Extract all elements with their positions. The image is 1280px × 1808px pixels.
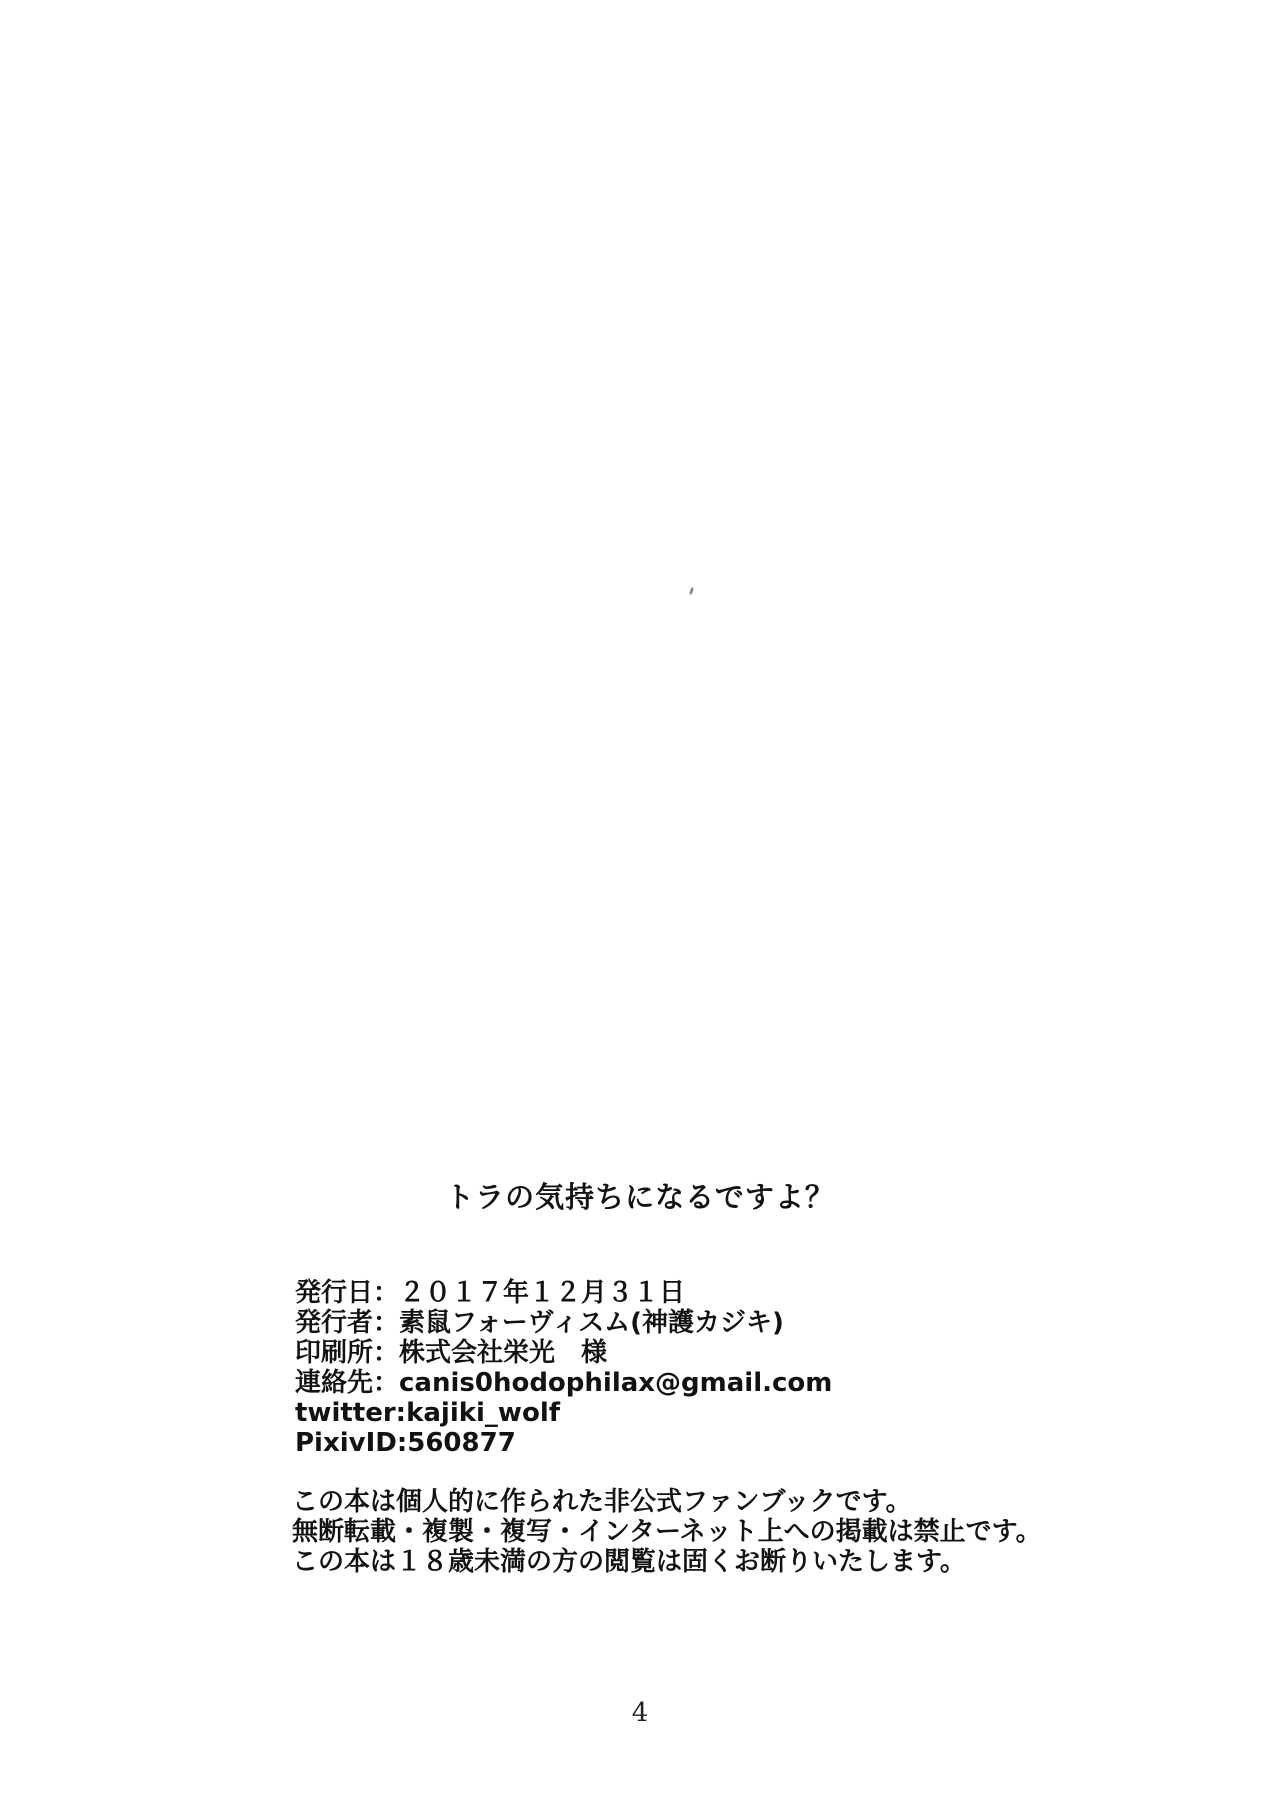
disclaimer-line-no-reproduction: 無断転載・複製・複写・インターネット上への掲載は禁止です。 xyxy=(292,1517,1042,1547)
scan-artifact-speck xyxy=(689,587,694,596)
colophon-line-printer: 印刷所：株式会社栄光 様 xyxy=(295,1338,608,1368)
colophon-line-contact-email: 連絡先：canis0hodophilax@gmail.com xyxy=(295,1368,833,1398)
colophon-line-pixiv-id: PixivID:560877 xyxy=(295,1428,516,1458)
colophon-line-publication-date: 発行日：２０１７年１２月３１日 xyxy=(295,1278,686,1308)
page-number: 4 xyxy=(631,1698,649,1728)
book-title: トラの気持ちになるですよ？ xyxy=(445,1180,835,1214)
disclaimer-line-unofficial: この本は個人的に作られた非公式ファンブックです。 xyxy=(292,1487,912,1517)
colophon-line-twitter: twitter:kajiki_wolf xyxy=(295,1398,561,1428)
colophon-line-publisher: 発行者：素鼠フォーヴィスム(神護カジキ) xyxy=(295,1308,784,1338)
disclaimer-line-age-restriction: この本は１８歳未満の方の閲覧は固くお断りいたします。 xyxy=(292,1547,966,1577)
disclaimer-block xyxy=(292,1487,1042,1577)
colophon-block xyxy=(295,1278,832,1458)
